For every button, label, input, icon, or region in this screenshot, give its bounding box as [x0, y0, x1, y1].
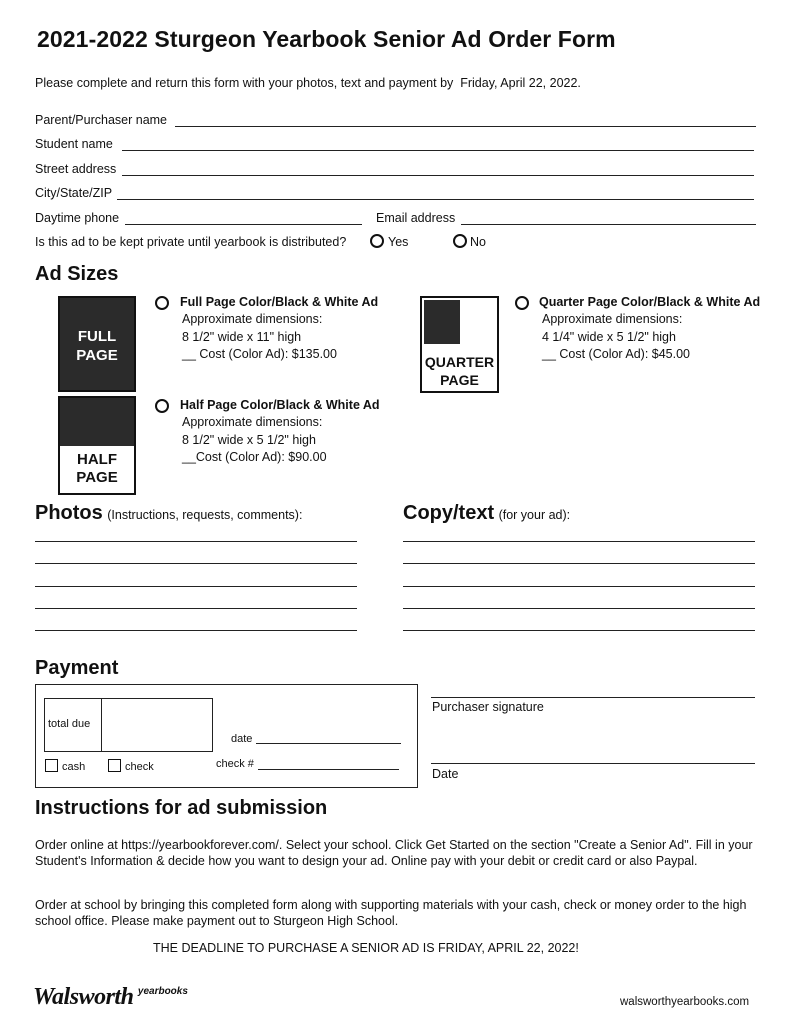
photos-line[interactable] [35, 586, 357, 587]
full-page-radio[interactable] [155, 296, 169, 315]
logo-sup: yearbooks [137, 986, 188, 997]
full-page-thumbnail [58, 296, 136, 392]
copy-line[interactable] [403, 541, 755, 542]
half-page-fill [60, 398, 134, 446]
photos-line[interactable] [35, 563, 357, 564]
intro-instruction: Please complete and return this form with your photos, text and payment by [35, 76, 454, 90]
student-label: Student name [35, 137, 113, 151]
radio-circle-icon [155, 399, 169, 413]
photos-heading: Photos [35, 502, 103, 524]
half-page-dim: 8 1/2" wide x 5 1/2" high [182, 432, 316, 447]
full-page-thumb-label: FULL PAGE [76, 328, 118, 364]
yes-label: Yes [388, 235, 409, 249]
ad-sizes-heading: Ad Sizes [35, 263, 119, 285]
no-radio[interactable] [453, 234, 467, 253]
copy-sub: (for your ad): [498, 508, 571, 522]
logo-wordmark: Walsworth [33, 984, 134, 1010]
half-page-radio[interactable] [155, 399, 169, 418]
private-question: Is this ad to be kept private until yearbook is distributed? [35, 235, 347, 249]
half-page-cost: __Cost (Color Ad): $90.00 [182, 450, 327, 464]
payment-heading: Payment [35, 657, 119, 679]
phone-input-line[interactable] [125, 224, 362, 225]
photos-section-heading [35, 502, 302, 525]
copy-line[interactable] [403, 630, 755, 631]
half-page-title: Half Page Color/Black & White Ad [180, 398, 380, 412]
quarter-page-thumbnail [420, 296, 499, 393]
full-page-details [182, 311, 337, 364]
city-input-line[interactable] [117, 199, 754, 200]
half-page-thumb-label: HALF PAGE [76, 451, 118, 486]
instructions-online: Order online at https://yearbookforever.com/. Select your school. Click Get Started on the section "Create a Senior Ad". Fill in your Student's Information & decide how you want to design your ad. Online pay with your debit or credit card or also Paypal. [35, 838, 753, 868]
check-checkbox[interactable] [108, 759, 121, 777]
yes-radio[interactable] [370, 234, 384, 253]
total-due-divider [101, 699, 102, 751]
checkbox-icon [45, 759, 58, 772]
street-label: Street address [35, 162, 117, 176]
city-label: City/State/ZIP [35, 186, 113, 200]
cash-checkbox[interactable] [45, 759, 58, 777]
intro-deadline: Friday, April 22, 2022. [460, 76, 581, 90]
copy-section-heading [403, 502, 570, 525]
quarter-page-dim: 4 1/4" wide x 5 1/2" high [542, 329, 676, 344]
photos-line[interactable] [35, 608, 357, 609]
instructions-school: Order at school by bringing this completed form along with supporting materials with your cash, check or money order to the high school office. Please make payment out to Sturgeon High School. [35, 898, 747, 928]
parent-label: Parent/Purchaser name [35, 113, 168, 127]
copy-line[interactable] [403, 608, 755, 609]
full-page-cost: __ Cost (Color Ad): $135.00 [182, 347, 337, 361]
street-input-line[interactable] [122, 175, 754, 176]
parent-input-line[interactable] [175, 126, 756, 127]
footer-url[interactable]: walsworthyearbooks.com [620, 996, 750, 1008]
radio-circle-icon [515, 296, 529, 310]
email-input-line[interactable] [461, 224, 756, 225]
half-page-thumbnail [58, 396, 136, 495]
quarter-page-radio[interactable] [515, 296, 529, 315]
walsworth-logo [33, 984, 188, 1011]
full-page-title: Full Page Color/Black & White Ad [180, 295, 379, 309]
copy-heading: Copy/text [403, 502, 495, 524]
quarter-page-details [542, 311, 690, 364]
phone-label: Daytime phone [35, 211, 120, 225]
quarter-page-thumb-label: QUARTER PAGE [424, 354, 495, 388]
signature-date-line[interactable] [431, 763, 755, 764]
checkbox-icon [108, 759, 121, 772]
radio-circle-icon [453, 234, 467, 248]
photos-sub: (Instructions, requests, comments): [107, 508, 303, 522]
signature-label: Purchaser signature [432, 700, 544, 714]
quarter-page-fill [424, 300, 460, 344]
deadline-notice: THE DEADLINE TO PURCHASE A SENIOR AD IS FRIDAY, APRIL 22, 2022! [153, 941, 579, 955]
check-number-label: check # [216, 758, 254, 770]
page-title: 2021-2022 Sturgeon Yearbook Senior Ad Order Form [37, 26, 616, 52]
cash-label: cash [62, 761, 86, 773]
photos-line[interactable] [35, 630, 357, 631]
photos-line[interactable] [35, 541, 357, 542]
quarter-page-cost: __ Cost (Color Ad): $45.00 [542, 347, 690, 361]
payment-date-line[interactable] [256, 743, 401, 744]
total-due-label: total due [48, 718, 91, 730]
full-page-dim: 8 1/2" wide x 11" high [182, 329, 302, 344]
intro-text [35, 76, 581, 90]
signature-date-label: Date [432, 767, 459, 781]
quarter-page-title: Quarter Page Color/Black & White Ad [539, 295, 761, 309]
radio-circle-icon [370, 234, 384, 248]
half-page-dim-label: Approximate dimensions: [182, 415, 323, 429]
instructions-heading: Instructions for ad submission [35, 797, 328, 819]
radio-circle-icon [155, 296, 169, 310]
payment-date-label: date [231, 733, 253, 745]
copy-line[interactable] [403, 586, 755, 587]
check-label: check [125, 761, 154, 773]
copy-line[interactable] [403, 563, 755, 564]
quarter-page-dim-label: Approximate dimensions: [542, 312, 683, 326]
signature-line[interactable] [431, 697, 755, 698]
no-label: No [470, 235, 486, 249]
student-input-line[interactable] [122, 150, 754, 151]
check-number-line[interactable] [258, 769, 399, 770]
email-label: Email address [376, 211, 456, 225]
full-page-dim-label: Approximate dimensions: [182, 312, 323, 326]
half-page-details [182, 414, 327, 467]
